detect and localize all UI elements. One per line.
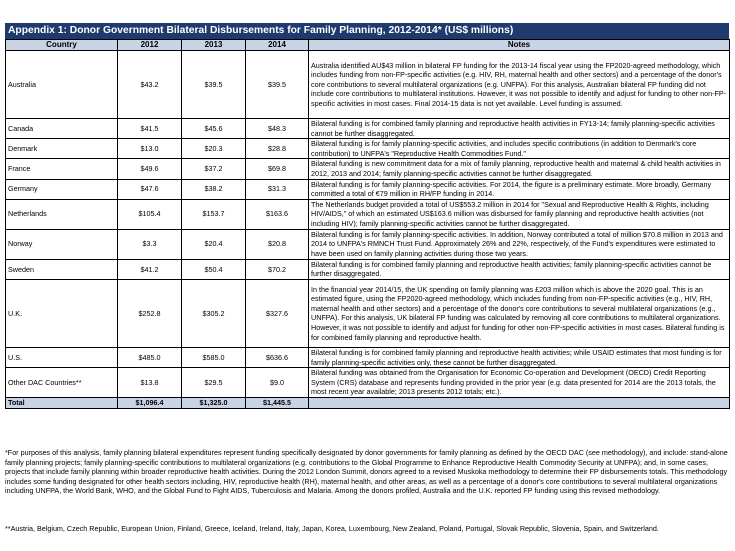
table-title: Appendix 1: Donor Government Bilateral Disbursements for Family Planning, 2012-2014* (US$ millions) xyxy=(5,23,729,39)
row-value-2012: $13.8 xyxy=(118,368,182,398)
row-value-2014: $70.2 xyxy=(246,259,309,279)
row-value-2012: $252.8 xyxy=(118,279,182,347)
table-row xyxy=(6,179,730,199)
row-country: Other DAC Countries** xyxy=(6,368,118,398)
header-notes: Notes xyxy=(309,40,730,51)
footnote-other-dac: **Austria, Belgium, Czech Republic, European Union, Finland, Greece, Iceland, Ireland, Italy, Japan, Korea, Luxembourg, New Zealand, Poland, Portugal, Slovak Republic, Slovenia, Spain, and Switzerland. xyxy=(5,524,659,533)
row-value-2012: $13.0 xyxy=(118,139,182,159)
header-2013: 2013 xyxy=(182,40,246,51)
total-2014: $1,445.5 xyxy=(246,398,309,409)
row-notes: In the financial year 2014/15, the UK spending on family planning was £203 million which is above the 2020 goal. This is an estimated figure, using the FP2020-agreed methodology, which includes funding from non-FP-specific activities (e.g., HIV, RH, maternal health and other sectors) and a percentage of the donor's core contributions to several multilateral organizations (e.g., UNFPA). For this analysis, UK bilateral FP funding was calculated by removing all core contributions to multilateral organizations. However, it was not possible to identify and adjust for funding for other non-FP-specific activities in most cases. Bilateral funding is for combined family planning and reproductive health. xyxy=(309,279,730,347)
table-row xyxy=(6,229,730,259)
table-row xyxy=(6,279,730,347)
row-country: Australia xyxy=(6,51,118,119)
row-notes: The Netherlands budget provided a total of US$553.2 million in 2014 for "Sexual and Reproductive Health & Rights, including HIV/AIDS," of which an estimated US$163.6 million was disbursed for family planning and reproductive health activities (not including HIV); family planning-specific activities cannot be further disaggregated. xyxy=(309,199,730,229)
row-value-2013: $305.2 xyxy=(182,279,246,347)
table-row xyxy=(6,368,730,398)
row-value-2014: $9.0 xyxy=(246,368,309,398)
header-2012: 2012 xyxy=(118,40,182,51)
row-value-2012: $41.2 xyxy=(118,259,182,279)
row-value-2013: $29.5 xyxy=(182,368,246,398)
row-value-2013: $20.3 xyxy=(182,139,246,159)
row-notes: Bilateral funding is new commitment data for a mix of family planning, reproductive health and maternal & child health activities in 2012, 2013 and 2014; family planning-specific activities cannot be further disaggregated. xyxy=(309,159,730,179)
row-value-2012: $41.5 xyxy=(118,119,182,139)
row-country: Sweden xyxy=(6,259,118,279)
row-value-2012: $43.2 xyxy=(118,51,182,119)
total-2013: $1,325.0 xyxy=(182,398,246,409)
row-country: Germany xyxy=(6,179,118,199)
row-country: Canada xyxy=(6,119,118,139)
row-notes: Bilateral funding is for family planning-specific activities. In addition, Norway contributed a total of million $70.8 million in 2013 and 2014 to UNFPA's RMNCH Trust Fund. Approximately 26% and 22%, respectively, of the Fund's expenditures were estimated to have been used on family planning activities during those two years. xyxy=(309,229,730,259)
row-value-2014: $48.3 xyxy=(246,119,309,139)
row-value-2012: $485.0 xyxy=(118,347,182,367)
row-notes: Bilateral funding was obtained from the Organisation for Economic Co-operation and Development (OECD) Credit Reporting System (CRS) database and represents funding provided in the prior year (e.g. data presented for 2014 are the 2013 totals, the most recent year available; 2013 presents 2012 totals; etc.). xyxy=(309,368,730,398)
row-value-2012: $49.6 xyxy=(118,159,182,179)
row-country: France xyxy=(6,159,118,179)
total-2012: $1,096.4 xyxy=(118,398,182,409)
header-country: Country xyxy=(6,40,118,51)
row-value-2013: $585.0 xyxy=(182,347,246,367)
header-2014: 2014 xyxy=(246,40,309,51)
row-value-2013: $20.4 xyxy=(182,229,246,259)
row-value-2014: $69.8 xyxy=(246,159,309,179)
row-value-2013: $50.4 xyxy=(182,259,246,279)
row-value-2014: $636.6 xyxy=(246,347,309,367)
table-row xyxy=(6,51,730,119)
row-notes: Bilateral funding is for family planning-specific activities, and includes specific contributions (in addition to Denmark's core contribution) to UNFPA's "Reproductive Health Commodities Fund." xyxy=(309,139,730,159)
row-value-2014: $327.6 xyxy=(246,279,309,347)
row-value-2013: $38.2 xyxy=(182,179,246,199)
row-value-2014: $20.8 xyxy=(246,229,309,259)
row-notes: Bilateral funding is for combined family planning and reproductive health activities; family planning-specific activities cannot be further disaggregated. xyxy=(309,259,730,279)
row-value-2014: $163.6 xyxy=(246,199,309,229)
table-row xyxy=(6,119,730,139)
row-notes: Bilateral funding is for combined family planning and reproductive health activities; while USAID estimates that most funding is for family planning-specific activities only, these cannot be further disaggregated. xyxy=(309,347,730,367)
table-row xyxy=(6,347,730,367)
total-row xyxy=(6,398,730,409)
footnote-methodology: *For purposes of this analysis, family planning bilateral expenditures represent funding specifically designated by donor governments for family planning as defined by the OECD DAC (see methodology), and include: stand-alone family planning projects; family planning-specific contributions to multilateral organizations (e.g. contributions to the Global Programme to Enhance Reproductive Health Commodity Security at UNFPA); and, in some cases, projects that include family planning within broader reproductive health activities. During the 2012 London Summit, donors agreed to a revised Muskoka methodology to determine their FP disbursements totals. This methodology includes some funding designated for other health sectors including, HIV, reproductive health (RH), maternal health, and other areas, as well as a percentage of a donor's core contributions to several multilateral organizations including UNFPA, the World Bank, WHO, and the Global Fund to Fight AIDS, Tuberculosis and Malaria. Among the donors profiled, Australia and the U.K. reported FP funding using this revised methodology. xyxy=(5,448,728,496)
row-notes: Australia identified AU$43 million in bilateral FP funding for the 2013-14 fiscal year using the FP2020-agreed methodology, which includes funding from non-FP-specific activities (e.g. HIV, RH, maternal health and other sectors) and a percentage of the donor's core contributions to several multilateral organizations (e.g. UNFPA). For this analysis, Australian bilateral FP funding did not include core contributions to multilateral institutions. However, it was not possible to identify and adjust for funding to other non-FP-specific activities in most cases. Final 2014-15 data is not yet available. Level funding is assumed. xyxy=(309,51,730,119)
row-country: U.S. xyxy=(6,347,118,367)
table-row xyxy=(6,199,730,229)
row-notes: Bilateral funding is for combined family planning and reproductive health activities in FY13-14; family planning-specific activities cannot be further disaggregated. xyxy=(309,119,730,139)
total-label: Total xyxy=(6,398,118,409)
row-value-2012: $105.4 xyxy=(118,199,182,229)
row-country: U.K. xyxy=(6,279,118,347)
row-country: Denmark xyxy=(6,139,118,159)
row-value-2013: $39.5 xyxy=(182,51,246,119)
row-value-2013: $153.7 xyxy=(182,199,246,229)
row-value-2013: $37.2 xyxy=(182,159,246,179)
row-value-2014: $39.5 xyxy=(246,51,309,119)
row-value-2013: $45.6 xyxy=(182,119,246,139)
row-value-2012: $3.3 xyxy=(118,229,182,259)
total-notes xyxy=(309,398,730,409)
table-row xyxy=(6,139,730,159)
row-value-2014: $31.3 xyxy=(246,179,309,199)
row-country: Netherlands xyxy=(6,199,118,229)
header-row xyxy=(6,40,730,51)
table-row xyxy=(6,159,730,179)
row-notes: Bilateral funding is for family planning-specific activities. For 2014, the figure is a preliminary estimate. More broadly, Germany committed a total of €79 million in RH/FP funding in 2014. xyxy=(309,179,730,199)
disbursements-table xyxy=(5,39,730,409)
row-value-2012: $47.6 xyxy=(118,179,182,199)
table-row xyxy=(6,259,730,279)
row-country: Norway xyxy=(6,229,118,259)
row-value-2014: $28.8 xyxy=(246,139,309,159)
